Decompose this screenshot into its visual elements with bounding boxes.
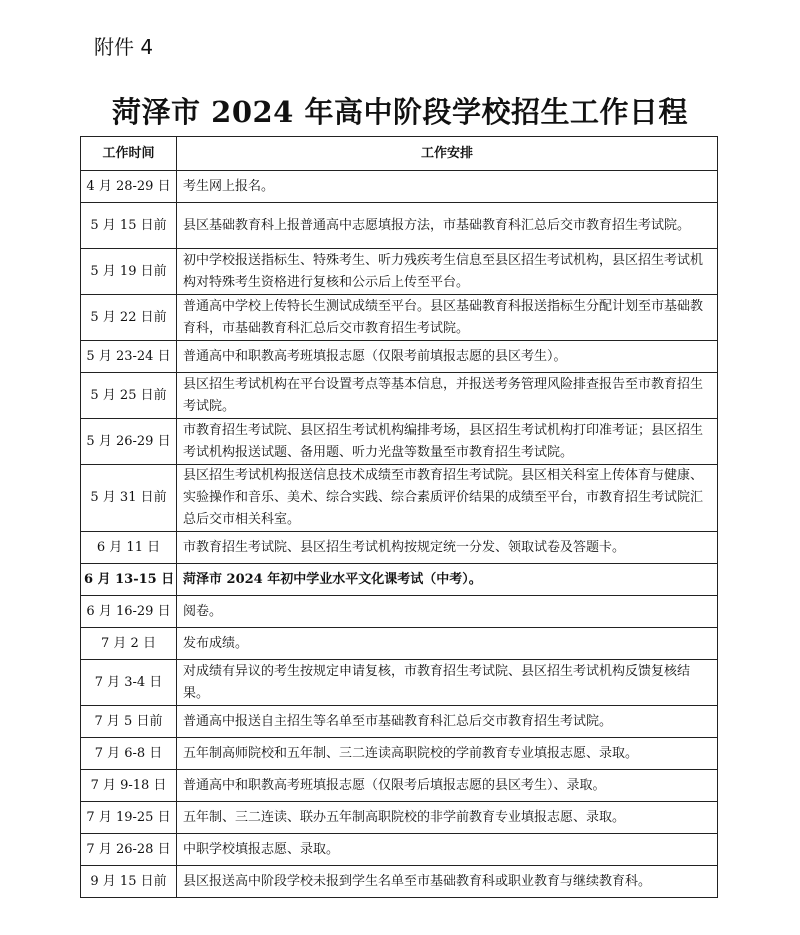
table-row <box>81 802 718 834</box>
row-task: 初中学校报送指标生、特殊考生、听力残疾考生信息至县区招生考试机构，县区招生考试机构对特殊考生资格进行复核和公示后上传至平台。 <box>177 249 718 295</box>
table-row <box>81 203 718 249</box>
row-task: 中职学校填报志愿、录取。 <box>177 834 718 866</box>
row-task: 考生网上报名。 <box>177 171 718 203</box>
row-task: 普通高中和职教高考班填报志愿（仅限考后填报志愿的县区考生）、录取。 <box>177 770 718 802</box>
table-row <box>81 564 718 596</box>
table-row <box>81 866 718 898</box>
row-task: 五年制高师院校和五年制、三二连读高职院校的学前教育专业填报志愿、录取。 <box>177 738 718 770</box>
row-date: 7 月 19-25 日 <box>81 802 177 834</box>
table-row <box>81 770 718 802</box>
row-task: 普通高中报送自主招生等名单至市基础教育科汇总后交市教育招生考试院。 <box>177 706 718 738</box>
table-row <box>81 295 718 341</box>
schedule-table <box>80 136 718 898</box>
row-task: 对成绩有异议的考生按规定申请复核，市教育招生考试院、县区招生考试机构反馈复核结果。 <box>177 660 718 706</box>
row-date: 5 月 31 日前 <box>81 465 177 532</box>
row-date: 7 月 3-4 日 <box>81 660 177 706</box>
row-date: 7 月 2 日 <box>81 628 177 660</box>
table-row <box>81 660 718 706</box>
row-task: 市教育招生考试院、县区招生考试机构按规定统一分发、领取试卷及答题卡。 <box>177 532 718 564</box>
row-date: 7 月 26-28 日 <box>81 834 177 866</box>
table-row <box>81 419 718 465</box>
row-task: 菏泽市 2024 年初中学业水平文化课考试（中考）。 <box>177 564 718 596</box>
schedule-table-header <box>81 137 718 171</box>
row-date: 4 月 28-29 日 <box>81 171 177 203</box>
row-date: 9 月 15 日前 <box>81 866 177 898</box>
table-row <box>81 834 718 866</box>
document-title: 菏泽市 2024 年高中阶段学校招生工作日程 <box>112 95 688 129</box>
table-row <box>81 532 718 564</box>
table-row <box>81 341 718 373</box>
row-date: 5 月 25 日前 <box>81 373 177 419</box>
table-row <box>81 249 718 295</box>
header-work-arrangement: 工作安排 <box>177 137 718 171</box>
header-work-time: 工作时间 <box>81 137 177 171</box>
row-date: 7 月 5 日前 <box>81 706 177 738</box>
row-date: 7 月 6-8 日 <box>81 738 177 770</box>
schedule-table-body <box>81 171 718 898</box>
table-row <box>81 738 718 770</box>
attachment-label: 附件 4 <box>94 35 154 59</box>
row-task: 县区招生考试机构报送信息技术成绩至市教育招生考试院。县区相关科室上传体育与健康、实验操作和音乐、美术、综合实践、综合素质评价结果的成绩至平台，市教育招生考试院汇总后交市相关科室。 <box>177 465 718 532</box>
table-row <box>81 373 718 419</box>
row-date: 6 月 13-15 日 <box>81 564 177 596</box>
row-date: 5 月 19 日前 <box>81 249 177 295</box>
table-row <box>81 171 718 203</box>
row-task: 阅卷。 <box>177 596 718 628</box>
row-task: 县区基础教育科上报普通高中志愿填报方法，市基础教育科汇总后交市教育招生考试院。 <box>177 203 718 249</box>
row-task: 县区报送高中阶段学校未报到学生名单至市基础教育科或职业教育与继续教育科。 <box>177 866 718 898</box>
row-task: 五年制、三二连读、联办五年制高职院校的非学前教育专业填报志愿、录取。 <box>177 802 718 834</box>
row-date: 5 月 23-24 日 <box>81 341 177 373</box>
row-date: 5 月 26-29 日 <box>81 419 177 465</box>
table-row <box>81 596 718 628</box>
row-date: 7 月 9-18 日 <box>81 770 177 802</box>
table-row <box>81 465 718 532</box>
table-row <box>81 706 718 738</box>
row-task: 普通高中和职教高考班填报志愿（仅限考前填报志愿的县区考生）。 <box>177 341 718 373</box>
row-task: 发布成绩。 <box>177 628 718 660</box>
row-date: 5 月 22 日前 <box>81 295 177 341</box>
row-date: 5 月 15 日前 <box>81 203 177 249</box>
row-task: 市教育招生考试院、县区招生考试机构编排考场，县区招生考试机构打印准考证；县区招生考试机构报送试题、备用题、听力光盘等数量至市教育招生考试院。 <box>177 419 718 465</box>
row-date: 6 月 11 日 <box>81 532 177 564</box>
header-row <box>81 137 718 171</box>
row-task: 县区招生考试机构在平台设置考点等基本信息，并报送考务管理风险排查报告至市教育招生考试院。 <box>177 373 718 419</box>
row-date: 6 月 16-29 日 <box>81 596 177 628</box>
row-task: 普通高中学校上传特长生测试成绩至平台。县区基础教育科报送指标生分配计划至市基础教育科，市基础教育科汇总后交市教育招生考试院。 <box>177 295 718 341</box>
table-row <box>81 628 718 660</box>
